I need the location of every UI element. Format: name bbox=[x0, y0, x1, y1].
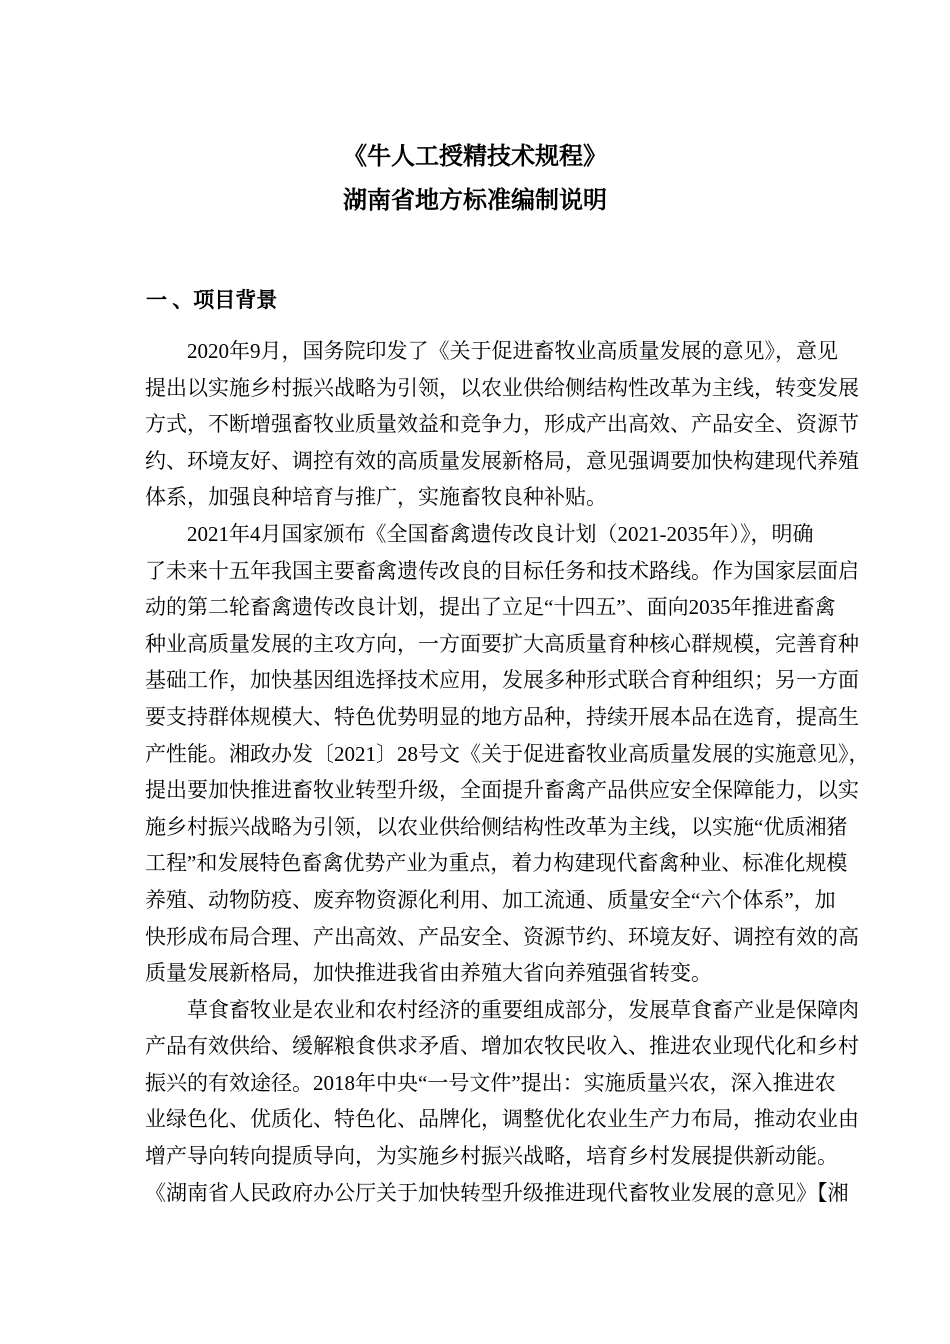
paragraph bbox=[145, 519, 870, 995]
document-body bbox=[145, 336, 870, 1214]
paragraph-line: 了未来十五年我国主要畜禽遗传改良的目标任务和技术路线。作为国家层面启 bbox=[145, 558, 859, 583]
paragraph-line: 工程”和发展特色畜禽优势产业为重点，着力构建现代畜禽种业、标准化规模 bbox=[145, 851, 848, 876]
paragraph-line: 草食畜牧业是农业和农村经济的重要组成部分，发展草食畜产业是保障肉 bbox=[187, 997, 859, 1022]
paragraph-line: 体系，加强良种培育与推广，实施畜牧良种补贴。 bbox=[145, 485, 607, 510]
paragraph-line: 2021年4月国家颁布《全国畜禽遗传改良计划（2021-2035年）》，明确 bbox=[187, 521, 814, 546]
document-title: 《牛人工授精技术规程》 bbox=[343, 144, 607, 170]
paragraph-line: 提出要加快推进畜牧业转型升级，全面提升畜禽产品供应安全保障能力，以实 bbox=[145, 778, 859, 803]
paragraph-line: 快形成布局合理、产出高效、产品安全、资源节约、环境友好、调控有效的高 bbox=[145, 924, 859, 949]
paragraph-line: 养殖、动物防疫、废弃物资源化利用、加工流通、质量安全“六个体系”，加 bbox=[145, 887, 836, 912]
section-heading: 一 、项目背景 bbox=[146, 288, 278, 312]
paragraph-line: 产性能。湘政办发〔2021〕28号文《关于促进畜牧业高质量发展的实施意见》， bbox=[145, 741, 870, 766]
paragraph-line: 施乡村振兴战略为引领，以农业供给侧结构性改革为主线，以实施“优质湘猪 bbox=[145, 814, 848, 839]
paragraph bbox=[145, 995, 859, 1215]
paragraph-line: 动的第二轮畜禽遗传改良计划，提出了立足“十四五”、面向2035年推进畜禽 bbox=[145, 595, 836, 620]
paragraph-line: 增产导向转向提质导向，为实施乡村振兴战略，培育乡村发展提供新动能。 bbox=[145, 1144, 838, 1169]
paragraph-line: 方式，不断增强畜牧业质量效益和竞争力，形成产出高效、产品安全、资源节 bbox=[145, 412, 859, 437]
paragraph-line: 2020年9月，国务院印发了《关于促进畜牧业高质量发展的意见》，意见 bbox=[187, 339, 838, 363]
paragraph-line: 振兴的有效途径。2018年中央“一号文件”提出：实施质量兴农，深入推进农 bbox=[145, 1070, 836, 1095]
paragraph-line: 提出以实施乡村振兴战略为引领，以农业供给侧结构性改革为主线，转变发展 bbox=[145, 375, 859, 400]
paragraph-line: 约、环境友好、调控有效的高质量发展新格局，意见强调要加快构建现代养殖 bbox=[145, 448, 859, 473]
paragraph-line: 业绿色化、优质化、特色化、品牌化，调整优化农业生产力布局，推动农业由 bbox=[145, 1107, 859, 1132]
paragraph bbox=[145, 336, 859, 519]
paragraph-line: 《湖南省人民政府办公厅关于加快转型升级推进现代畜牧业发展的意见》【湘 bbox=[145, 1180, 849, 1205]
paragraph-line: 基础工作，加快基因组选择技术应用，发展多种形式联合育种组织；另一方面 bbox=[145, 668, 859, 693]
paragraph-line: 质量发展新格局，加快推进我省由养殖大省向养殖强省转变。 bbox=[145, 961, 712, 986]
paragraph-line: 种业高质量发展的主攻方向，一方面要扩大高质量育种核心群规模，完善育种 bbox=[145, 631, 859, 656]
paragraph-line: 产品有效供给、缓解粮食供求矛盾、增加农牧民收入、推进农业现代化和乡村 bbox=[145, 1034, 859, 1059]
document-subtitle: 湖南省地方标准编制说明 bbox=[343, 188, 607, 214]
paragraph-line: 要支持群体规模大、特色优势明显的地方品种，持续开展本品在选育，提高生 bbox=[145, 704, 859, 729]
